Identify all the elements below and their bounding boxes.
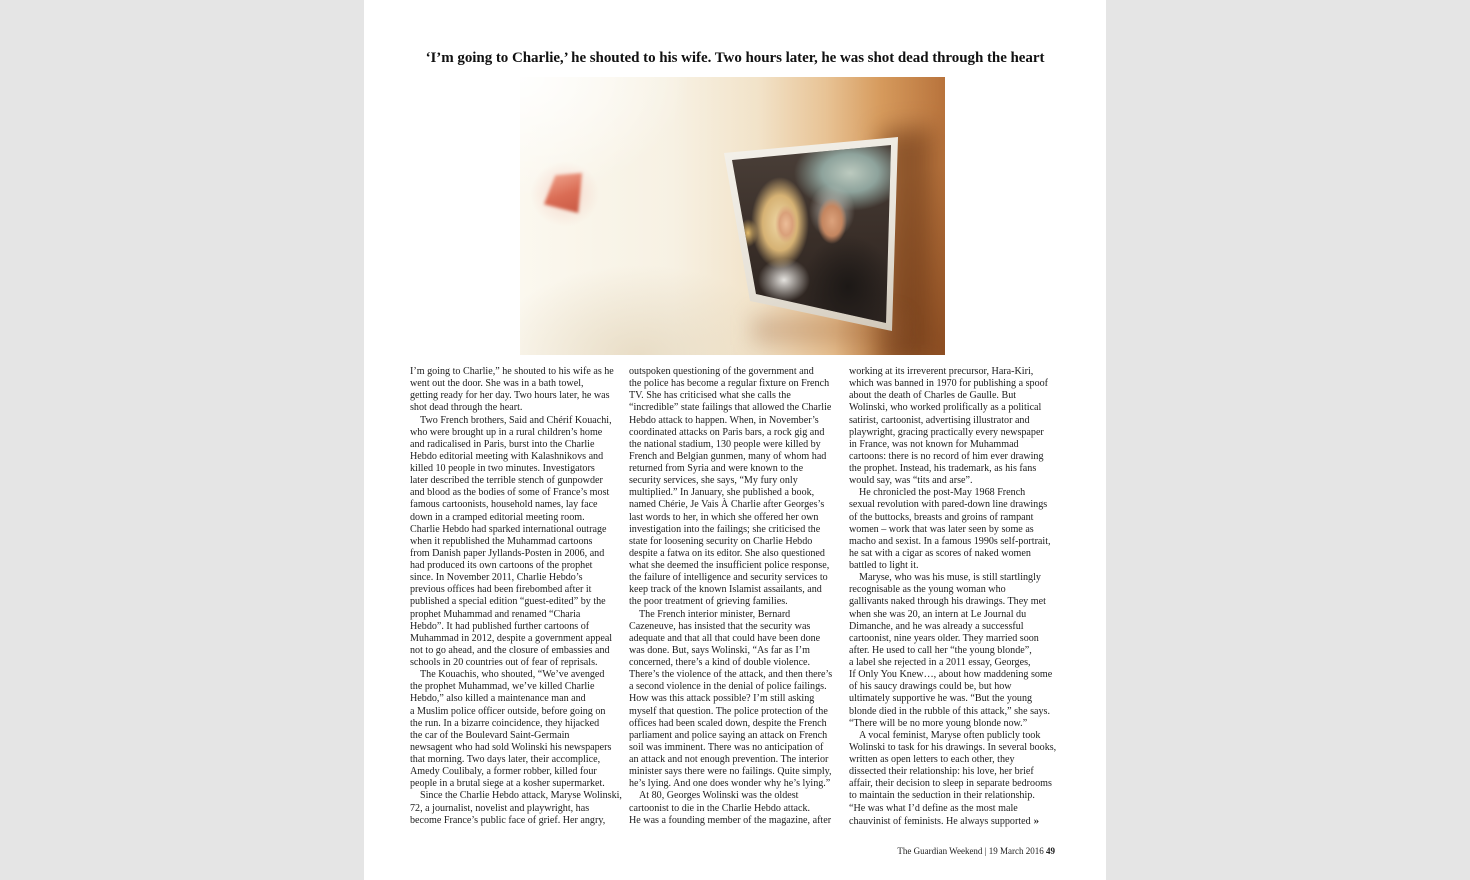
text-line	[629, 669, 841, 681]
text-line	[849, 621, 1061, 633]
text-line-content: previous offices had been firebombed after it	[410, 584, 592, 596]
text-line	[849, 730, 1061, 742]
text-line-content: named Chérie, Je Vais À Charlie after Georges’s	[629, 499, 825, 511]
text-line-content: Since the Charlie Hebdo attack, Maryse Wolinski,	[420, 790, 622, 802]
footer-separator: |	[984, 846, 987, 856]
text-line	[849, 378, 1061, 390]
text-line	[629, 512, 841, 524]
text-line	[849, 415, 1061, 427]
text-line-content: A vocal feminist, Maryse often publicly took	[859, 729, 1041, 741]
text-line	[629, 572, 841, 584]
text-line	[849, 778, 1061, 790]
text-line-content: Wolinski, who worked prolifically as a political	[849, 402, 1042, 414]
text-line-content: Two French brothers, Said and Chérif Kouachi,	[420, 414, 612, 426]
paragraph	[849, 487, 1061, 572]
text-line	[410, 572, 622, 584]
text-line-content: the poor treatment of grieving families.	[629, 596, 788, 608]
text-line	[849, 609, 1061, 621]
text-line-content: Maryse, who was his muse, is still startlingly	[859, 572, 1041, 584]
text-line-content: become France’s public face of grief. Her angry,	[410, 814, 606, 826]
text-line-content: TV. She has criticised what she calls the	[629, 390, 791, 402]
text-line	[629, 378, 841, 390]
article-column-3	[849, 366, 1061, 827]
text-line-content: adequate and that all that could have been done	[629, 632, 821, 644]
text-line-content: he’s lying. And one does wonder why he’s lying.”	[629, 778, 831, 790]
continued-marker: »	[1033, 814, 1040, 827]
text-line-content: shot dead through the heart.	[410, 402, 523, 414]
text-line	[410, 803, 622, 815]
text-line-content: “There will be no more young blonde now.”	[849, 717, 1028, 729]
text-line	[629, 366, 841, 378]
text-line	[410, 621, 622, 633]
footer-page-number: 49	[1046, 846, 1055, 856]
text-line	[629, 596, 841, 608]
text-line-content: “incredible” state failings that allowed the Charlie	[629, 402, 832, 414]
text-line	[629, 548, 841, 560]
text-line	[410, 706, 622, 718]
text-line-content: Wolinski to task for his drawings. In several books,	[849, 741, 1057, 753]
paragraph	[410, 415, 622, 670]
text-line-content: written as open letters to each other, they	[849, 754, 1015, 765]
text-line-content: the car of the Boulevard Saint-Germain	[410, 729, 570, 741]
text-line-content: Hebdo”. It had published further cartoons of	[410, 620, 590, 632]
text-line	[849, 390, 1061, 402]
text-line	[410, 718, 622, 730]
text-line-content: keep track of the known Islamist assailants, and	[629, 584, 822, 596]
text-line	[629, 681, 841, 693]
text-line	[629, 706, 841, 718]
text-line	[410, 596, 622, 608]
text-line	[410, 402, 622, 414]
text-line-content: investigation into the failings; she criticised the	[629, 523, 821, 535]
text-line-content: what she deemed the insufficient police response,	[629, 560, 830, 571]
text-line	[410, 366, 622, 378]
text-line-content: He chronicled the post-May 1968 French	[859, 487, 1026, 499]
text-line	[849, 681, 1061, 693]
text-line	[410, 669, 622, 681]
text-line-content: when she was 20, an intern at Le Journal du	[849, 608, 1027, 620]
text-line-content: who were brought up in a rural children’s home	[410, 426, 603, 438]
text-line	[849, 742, 1061, 754]
text-line	[410, 778, 622, 790]
text-line	[410, 451, 622, 463]
text-line-content: playwright, gracing practically every newspaper	[849, 426, 1044, 438]
text-line	[629, 718, 841, 730]
paragraph	[849, 366, 1061, 487]
text-line-content: when it republished the Muhammad cartoons	[410, 535, 593, 547]
text-line-content: At 80, Georges Wolinski was the oldest	[639, 790, 799, 802]
text-line-content: the national stadium, 130 people were killed by	[629, 438, 821, 450]
photo-print	[720, 135, 902, 335]
text-line-content: the prophet Muhammad, we’ve killed Charlie	[410, 681, 595, 693]
text-line-content: down in a cramped editorial meeting room.	[410, 511, 585, 523]
text-line	[410, 475, 622, 487]
text-line-content: a label she rejected in a 2011 essay, Georges,	[849, 657, 1031, 668]
text-line-content: macho and sexist. In a famous 1990s self-portrait,	[849, 535, 1051, 547]
paragraph	[849, 730, 1061, 827]
text-line-content: state for loosening security on Charlie Hebdo	[629, 535, 813, 547]
text-line-content: a Muslim police officer outside, before going on	[410, 705, 606, 717]
text-line-content: last words to her, in which she offered her own	[629, 511, 819, 523]
text-line	[629, 487, 841, 499]
text-line-content: from Danish paper Jyllands-Posten in 2006, and	[410, 547, 605, 559]
text-line	[629, 754, 841, 766]
text-line	[629, 766, 841, 778]
text-line-content: famous cartoonists, household names, lay face	[410, 499, 598, 511]
text-line	[629, 645, 841, 657]
text-line-content: He was a founding member of the magazine, after	[629, 814, 832, 826]
text-line-content: returned from Syria and were known to the	[629, 463, 804, 474]
text-line-content: the run. In a bizarre coincidence, they hijacked	[410, 717, 600, 729]
text-line	[849, 706, 1061, 718]
text-line	[629, 402, 841, 414]
text-line-content: blonde died in the rubble of this attack,” she says.	[849, 705, 1050, 717]
text-line-content: Muhammad in 2012, despite a government appeal	[410, 632, 613, 644]
text-line	[629, 439, 841, 451]
text-line	[410, 499, 622, 511]
text-line-content: If Only You Knew…, about how maddening some	[849, 669, 1053, 681]
text-line	[629, 390, 841, 402]
text-line-content: Hebdo editorial meeting with Kalashnikovs and	[410, 450, 604, 462]
text-line	[849, 790, 1061, 802]
text-line	[629, 475, 841, 487]
text-line-content: Hebdo attack to happen. When, in November’s	[629, 414, 819, 426]
text-line-content: Hebdo,” also killed a maintenance man and	[410, 693, 586, 705]
text-line	[849, 645, 1061, 657]
text-line-content: despite a fatwa on its editor. She also questioned	[629, 547, 825, 559]
text-line	[629, 415, 841, 427]
text-line	[410, 427, 622, 439]
article-column-1	[410, 366, 622, 827]
text-line	[629, 742, 841, 754]
text-line	[849, 427, 1061, 439]
text-line	[410, 693, 622, 705]
text-line-content: published a special edition “guest-edited” by the	[410, 596, 606, 608]
text-line-content: to maintain the seduction in their relationship.	[849, 790, 1035, 802]
text-line-content: “He was what I’d define as the most male	[849, 802, 1018, 814]
text-line-content: How was this attack possible? I’m still asking	[629, 693, 815, 705]
text-line	[849, 657, 1061, 669]
text-line-content: satirist, cartoonist, advertising illustrator and	[849, 414, 1030, 426]
text-line	[629, 633, 841, 645]
text-line	[410, 742, 622, 754]
print-image	[720, 135, 902, 335]
text-line-content: and blood as the bodies of some of France’s most	[410, 487, 610, 499]
text-line-content: went out the door. She was in a bath towel,	[410, 378, 584, 390]
paragraph	[629, 366, 841, 609]
text-line-content: Dimanche, and he was already a successful	[849, 620, 1024, 632]
text-line-content: not to go ahead, and the closure of embassies and	[410, 644, 610, 656]
text-line-content: Charlie Hebdo had sparked international outrage	[410, 523, 607, 535]
text-line-content: of his saucy drawings could be, but how	[849, 681, 1012, 693]
text-line	[629, 657, 841, 669]
text-line-content: I’m going to Charlie,” he shouted to his wife as he	[410, 366, 614, 377]
text-line-content: about the death of Charles de Gaulle. But	[849, 390, 1017, 402]
text-line	[849, 366, 1061, 378]
text-line	[410, 766, 622, 778]
text-line	[629, 730, 841, 742]
blurred-red-shape	[544, 173, 582, 213]
text-line-content: working at its irreverent precursor, Hara-Kiri,	[849, 366, 1034, 377]
text-line-content: that morning. Two days later, their accomplice,	[410, 754, 601, 765]
text-line	[849, 439, 1061, 451]
text-line-content: since. In November 2011, Charlie Hebdo’s	[410, 572, 583, 584]
text-line	[410, 415, 622, 427]
text-line-content: after. He used to call her “the young blonde”,	[849, 644, 1032, 656]
text-line	[629, 790, 841, 802]
text-line	[629, 803, 841, 815]
text-line-content: later described the terrible stench of gunpowder	[410, 475, 603, 487]
text-line-content: multiplied.” In January, she published a book,	[629, 487, 815, 499]
text-line	[410, 487, 622, 499]
text-line	[410, 439, 622, 451]
text-line	[849, 512, 1061, 524]
text-line-content: which was banned in 1970 for publishing a spoof	[849, 378, 1049, 390]
feature-photo	[520, 77, 945, 355]
text-line-content: prophet Muhammad and renamed “Charia	[410, 608, 581, 620]
text-line-content: the failure of intelligence and security services to	[629, 572, 828, 584]
text-line-content: concerned, there’s a kind of double violence.	[629, 657, 811, 668]
text-line-content: offices had been scaled down, despite the French	[629, 717, 827, 729]
text-line-content: getting ready for her day. Two hours later, he was	[410, 390, 610, 402]
text-line-content: people in a brutal siege at a kosher supermarket.	[410, 778, 605, 790]
text-line	[849, 402, 1061, 414]
text-line	[410, 790, 622, 802]
text-line	[629, 778, 841, 790]
text-line-content: soil was imminent. There was no anticipation of	[629, 741, 824, 753]
text-line-content: ultimately supportive he was. “But the young	[849, 693, 1033, 705]
text-line-content: the prophet. Instead, his trademark, as his fans	[849, 463, 1037, 474]
text-line-content: he sat with a cigar as scores of naked women	[849, 547, 1031, 559]
text-line	[849, 487, 1061, 499]
text-line-content: affair, their decision to sleep in separate bedrooms	[849, 778, 1052, 790]
text-line	[410, 657, 622, 669]
text-line-content: The Kouachis, who shouted, “We’ve avenged	[420, 669, 605, 681]
text-line-content: Amedy Coulibaly, a former robber, killed four	[410, 766, 597, 778]
paragraph	[629, 790, 841, 826]
text-line	[849, 596, 1061, 608]
text-line	[629, 621, 841, 633]
text-line	[410, 524, 622, 536]
text-line	[410, 754, 622, 766]
text-line	[629, 609, 841, 621]
text-line-content: of the buttocks, breasts and groins of rampant	[849, 511, 1034, 523]
text-line-content: There’s the violence of the attack, and then there’s	[629, 669, 833, 681]
text-line-content: battled to light it.	[849, 560, 919, 571]
text-line-content: a second violence in the denial of police failings.	[629, 681, 827, 693]
text-line-content: recognisable as the young woman who	[849, 584, 1006, 596]
footer-publication: The Guardian Weekend	[897, 846, 983, 856]
text-line-content: was done. But, says Wolinski, “As far as I’m	[629, 644, 810, 656]
text-line-content: in France, was not known for Muhammad	[849, 438, 1019, 450]
text-line-content: cartoonist, nine years older. They married soon	[849, 632, 1039, 644]
page-footer	[897, 845, 1055, 857]
paragraph	[849, 572, 1061, 730]
text-line-content: killed 10 people in two minutes. Investigators	[410, 463, 595, 474]
text-line-content: chauvinist of feminists. He always supported	[849, 815, 1031, 827]
text-line-content: The French interior minister, Bernard	[639, 608, 791, 620]
text-line	[629, 693, 841, 705]
blurred-red-shape-fill	[544, 173, 582, 213]
text-line	[410, 815, 622, 827]
text-line	[629, 463, 841, 475]
text-line	[629, 427, 841, 439]
text-line	[410, 512, 622, 524]
text-line	[849, 475, 1061, 487]
footer-date: 19 March 2016	[988, 846, 1044, 856]
text-line	[629, 815, 841, 827]
text-line	[849, 499, 1061, 511]
headline: ‘I’m going to Charlie,’ he shouted to his wife. Two hours later, he was shot dead through the heart	[425, 50, 1045, 66]
text-line-content: minister says there were no failings. Quite simply,	[629, 766, 832, 778]
text-line	[410, 548, 622, 560]
text-line	[849, 669, 1061, 681]
text-line	[849, 815, 1061, 827]
text-line	[849, 451, 1061, 463]
magazine-page	[364, 0, 1106, 880]
text-line	[410, 390, 622, 402]
text-line-content: the police has become a regular fixture on French	[629, 378, 830, 390]
text-line-content: and radicalised in Paris, burst into the Charlie	[410, 438, 595, 450]
text-line	[629, 451, 841, 463]
text-line	[410, 681, 622, 693]
text-line-content: French and Belgian gunmen, many of whom had	[629, 450, 827, 462]
text-line-content: had produced its own cartoons of the prophet	[410, 560, 593, 571]
text-line	[410, 560, 622, 572]
article-column-2	[629, 366, 841, 827]
text-line	[629, 584, 841, 596]
text-line	[629, 499, 841, 511]
paragraph	[410, 669, 622, 790]
text-line	[849, 524, 1061, 536]
text-line	[410, 536, 622, 548]
text-line	[410, 730, 622, 742]
text-line	[629, 536, 841, 548]
text-line-content: an attack and not enough prevention. The interior	[629, 754, 829, 765]
text-line	[849, 803, 1061, 815]
text-line-content: sexual revolution with pared-down line drawings	[849, 499, 1048, 511]
text-line	[849, 754, 1061, 766]
text-line	[849, 560, 1061, 572]
text-line-content: dissected their relationship: his love, her brief	[849, 766, 1034, 778]
paragraph	[629, 609, 841, 791]
text-line	[849, 572, 1061, 584]
text-line-content: newsagent who had sold Wolinski his newspapers	[410, 741, 612, 753]
text-line-content: cartoonist to die in the Charlie Hebdo attack.	[629, 802, 811, 814]
text-line-content: outspoken questioning of the government and	[629, 366, 814, 377]
text-line-content: gallivants naked through his drawings. They met	[849, 596, 1046, 608]
text-line-content: 72, a journalist, novelist and playwright, has	[410, 802, 590, 814]
text-line-content: would say, was “tits and arse”.	[849, 475, 973, 487]
paragraph	[410, 790, 622, 826]
text-line	[410, 584, 622, 596]
text-line	[410, 378, 622, 390]
text-line-content: Cazeneuve, has insisted that the security was	[629, 620, 811, 632]
text-line-content: coordinated attacks on Paris bars, a rock gig and	[629, 426, 825, 438]
text-line-content: women – work that was later seen by some as	[849, 523, 1034, 535]
text-line	[410, 633, 622, 645]
paragraph	[410, 366, 622, 415]
text-line	[849, 693, 1061, 705]
text-line	[410, 609, 622, 621]
text-line	[849, 548, 1061, 560]
text-line	[629, 524, 841, 536]
text-line-content: cartoons: there is no record of him ever drawing	[849, 450, 1044, 462]
text-line	[410, 645, 622, 657]
text-line-content: parliament and police saying an attack on French	[629, 729, 828, 741]
text-line-content: schools in 20 countries out of fear of reprisals.	[410, 657, 598, 668]
text-line	[849, 463, 1061, 475]
text-line	[410, 463, 622, 475]
text-line	[849, 584, 1061, 596]
text-line	[849, 766, 1061, 778]
text-line	[849, 718, 1061, 730]
text-line	[849, 633, 1061, 645]
text-line	[629, 560, 841, 572]
text-line-content: security services, she says, “My fury only	[629, 475, 798, 487]
text-line	[849, 536, 1061, 548]
text-line-content: myself that question. The police protection of the	[629, 705, 828, 717]
